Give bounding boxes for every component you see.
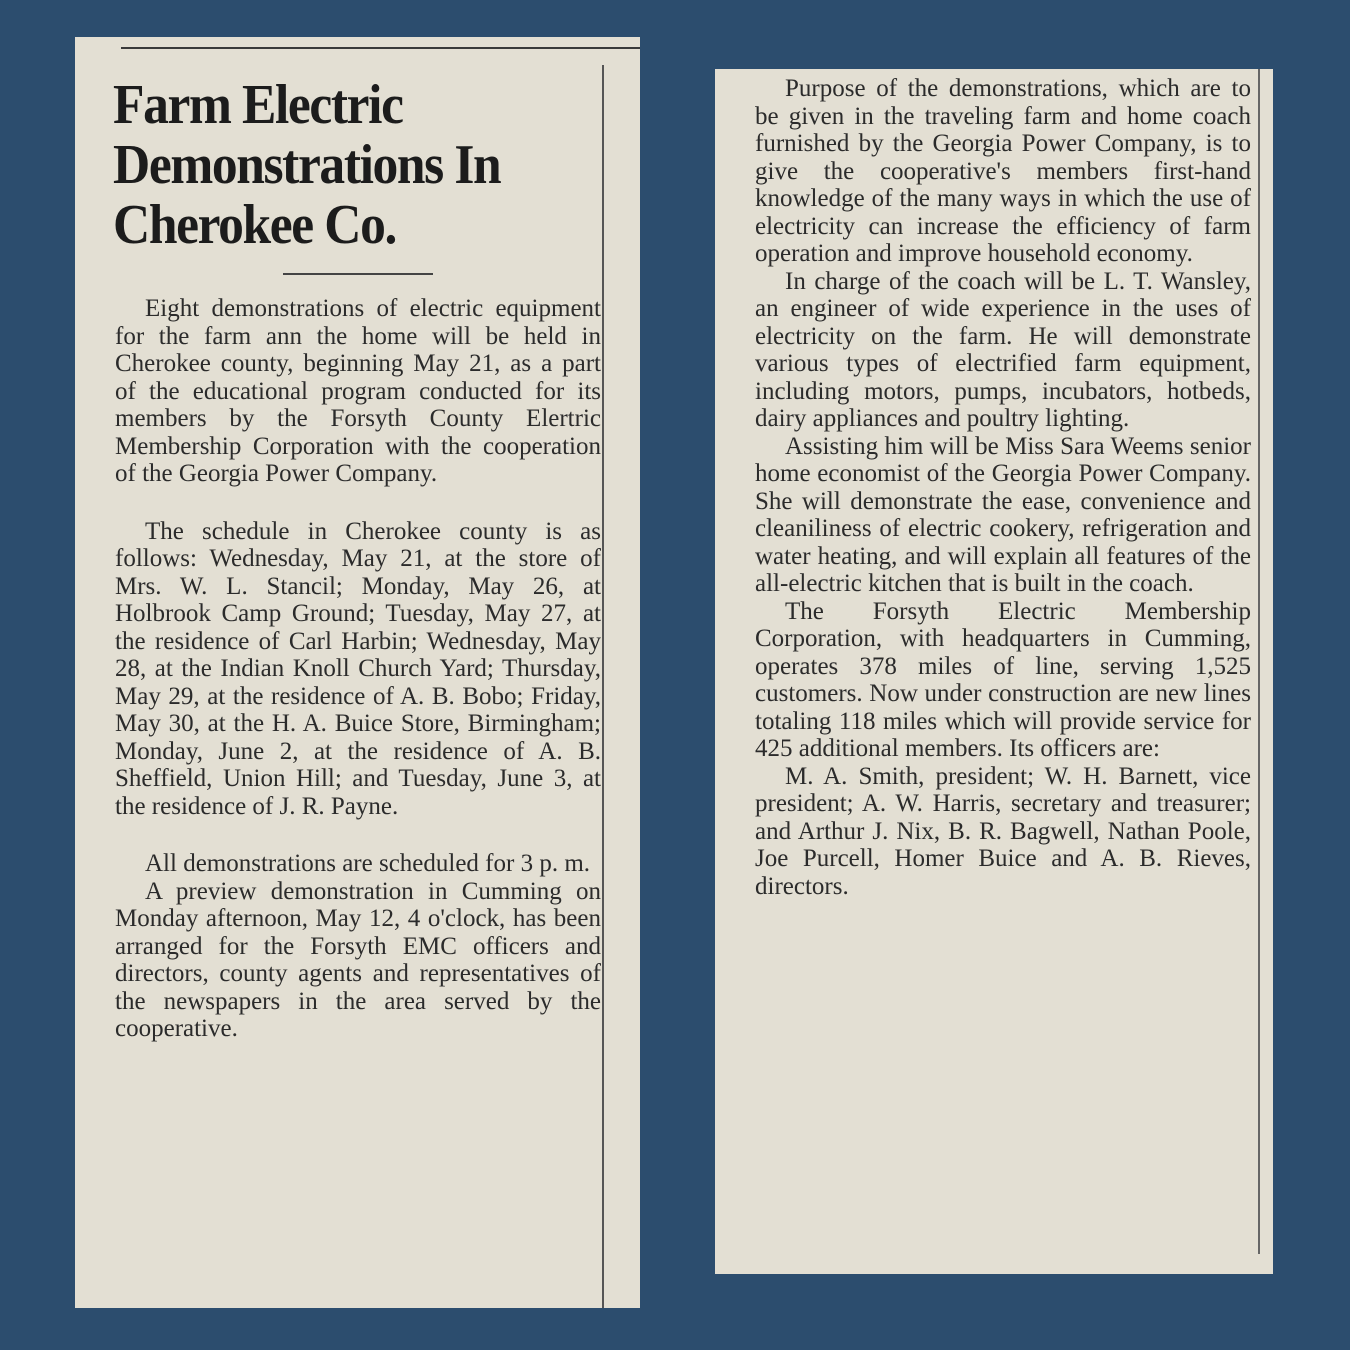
paragraph-intro: Eight demonstrations of electric equipment for the farm ann the home will be held in Cherokee county, beginning May 21, as a part of the educational program conducted for its members by the Forsyth County Elertric Membership Corporation with the cooperation of the Georgia Power Company. — [115, 295, 601, 487]
column-rule — [1258, 69, 1260, 1254]
paragraph-preview: A preview demonstration in Cumming on Monday afternoon, May 12, 4 o'clock, has been arranged for the Forsyth EMC officers and directors, county agents and representatives of the newspapers in the area served by the cooperative. — [115, 877, 601, 1042]
right-article-body — [755, 75, 1251, 900]
paragraph-assistant: Assisting him will be Miss Sara Weems senior home economist of the Georgia Power Company. She will demonstrate the ease, convenience and cleaniliness of electric cookery, refrigeration and water heating, and will explain all features of the all-electric kitchen that is built in the coach. — [755, 432, 1251, 597]
left-newspaper-clipping — [75, 37, 640, 1308]
article-headline: Farm Electric Demonstrations In Cherokee Co. — [113, 74, 501, 256]
paragraph-corporation: The Forsyth Electric Membership Corporation, with headquarters in Cumming, operates 378 miles of line, serving 1,525 customers. Now under construction are new lines totaling 118 miles which will provide service for 425 additional members. Its officers are: — [755, 597, 1251, 762]
right-newspaper-clipping — [715, 69, 1273, 1274]
top-rule — [121, 47, 640, 49]
paragraph-time: All demonstrations are scheduled for 3 p. m. — [145, 850, 591, 877]
paragraph-purpose: Purpose of the demonstrations, which are to be given in the traveling farm and home coach furnished by the Georgia Power Company, is to give the cooperative's members first-hand knowledge of the many ways in which the use of electricity can increase the efficiency of farm operation and improve household economy. — [755, 75, 1251, 267]
paragraph-officers: M. A. Smith, president; W. H. Barnett, vice president; A. W. Harris, secretary and treasurer; and Arthur J. Nix, B. R. Bagwell, Nathan Poole, Joe Purcell, Homer Buice and A. B. Rieves, directors. — [755, 762, 1251, 900]
left-article-body — [115, 295, 601, 1043]
paragraph-coach: In charge of the coach will be L. T. Wansley, an engineer of wide experience in the uses of electricity on the farm. He will demonstrate various types of electrified farm equipment, including motors, pumps, incubators, hotbeds, dairy appliances and poultry lighting. — [755, 267, 1251, 432]
paragraph-schedule: The schedule in Cherokee county is as follows: Wednesday, May 21, at the store of Mrs. W. L. Stancil; Monday, May 26, at Holbrook Camp Ground; Tuesday, May 27, at the residence of Carl Harbin; Wednesday, May 28, at the Indian Knoll Church Yard; Thursday, May 29, at the residence of A. B. Bobo; Friday, May 30, at the H. A. Buice Store, Birmingham; Monday, June 2, at the residence of A. B. Sheffield, Union Hill; and Tuesday, June 3, at the residence of J. R. Payne. — [115, 517, 601, 820]
headline-divider — [283, 273, 433, 275]
column-rule — [602, 65, 604, 1308]
